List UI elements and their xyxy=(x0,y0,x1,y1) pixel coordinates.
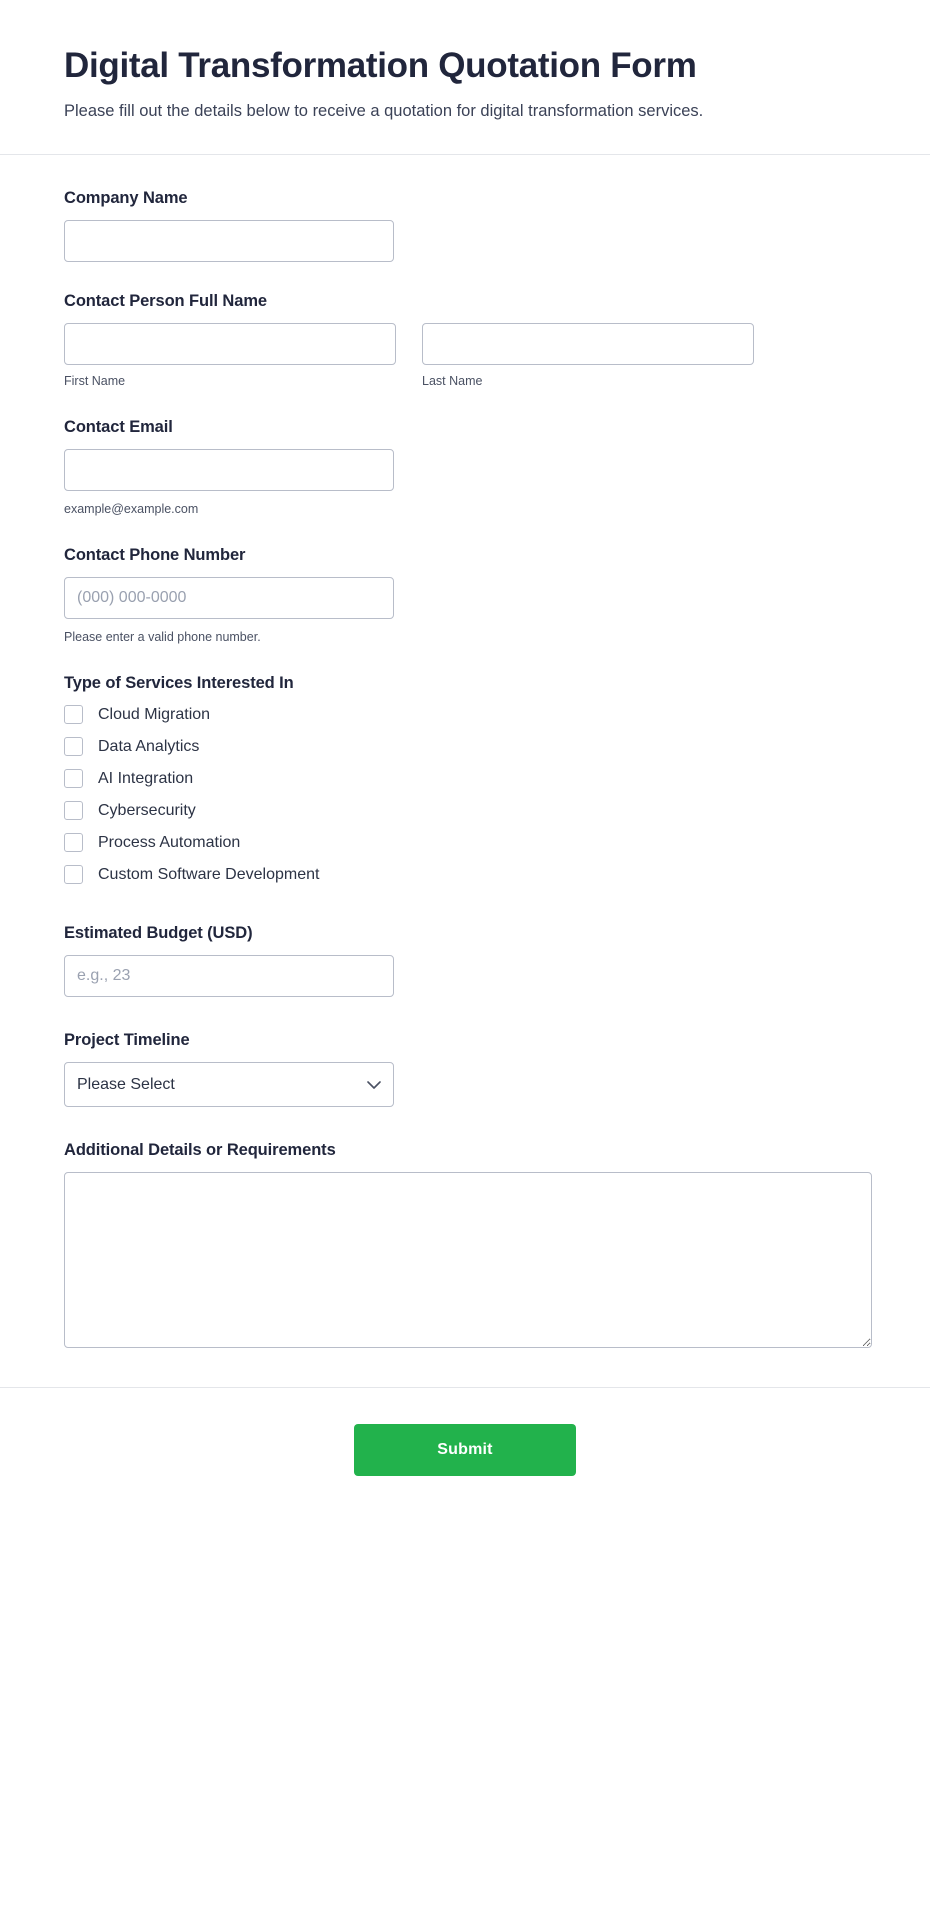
last-name-group xyxy=(422,323,754,388)
company-name-input[interactable] xyxy=(64,220,394,262)
checkbox-label: Cloud Migration xyxy=(98,705,211,723)
field-contact-email xyxy=(64,418,866,516)
checkbox-label: Custom Software Development xyxy=(98,865,320,883)
checkbox-label: Cybersecurity xyxy=(98,801,196,819)
form-footer xyxy=(0,1387,930,1528)
contact-email-label: Contact Email xyxy=(64,418,173,437)
first-name-input[interactable] xyxy=(64,323,396,365)
last-name-input[interactable] xyxy=(422,323,754,365)
page-title: Digital Transformation Quotation Form xyxy=(64,46,697,85)
checkbox-row-ai-integration[interactable] xyxy=(64,769,866,788)
name-row xyxy=(64,323,866,388)
field-contact-person xyxy=(64,292,866,388)
timeline-select-wrap xyxy=(64,1062,394,1107)
contact-phone-label: Contact Phone Number xyxy=(64,546,246,565)
checkbox-row-cloud-migration[interactable] xyxy=(64,705,866,724)
last-name-sublabel: Last Name xyxy=(422,374,483,389)
checkbox-icon[interactable] xyxy=(64,801,83,820)
form-body xyxy=(0,155,930,1387)
checkbox-icon[interactable] xyxy=(64,705,83,724)
contact-phone-input[interactable] xyxy=(64,577,394,619)
timeline-label: Project Timeline xyxy=(64,1031,190,1050)
page-subtitle: Please fill out the details below to receive a quotation for digital transformation services. xyxy=(64,101,704,120)
contact-email-hint: example@example.com xyxy=(64,502,199,517)
checkbox-label: Data Analytics xyxy=(98,737,200,755)
field-timeline xyxy=(64,1031,866,1107)
field-additional-details xyxy=(64,1141,866,1353)
additional-details-label: Additional Details or Requirements xyxy=(64,1141,336,1160)
field-company-name xyxy=(64,189,866,262)
contact-phone-hint: Please enter a valid phone number. xyxy=(64,630,261,645)
form-header xyxy=(0,0,930,155)
contact-email-input[interactable] xyxy=(64,449,394,491)
services-checkbox-list xyxy=(64,705,866,884)
budget-label: Estimated Budget (USD) xyxy=(64,924,253,943)
checkbox-icon[interactable] xyxy=(64,865,83,884)
checkbox-row-process-automation[interactable] xyxy=(64,833,866,852)
additional-details-textarea[interactable] xyxy=(64,1172,872,1348)
field-budget xyxy=(64,924,866,997)
checkbox-row-custom-software-development[interactable] xyxy=(64,865,866,884)
checkbox-icon[interactable] xyxy=(64,769,83,788)
contact-person-label: Contact Person Full Name xyxy=(64,292,267,311)
field-services xyxy=(64,674,866,884)
checkbox-label: AI Integration xyxy=(98,769,194,787)
timeline-select[interactable] xyxy=(64,1062,394,1107)
field-contact-phone xyxy=(64,546,866,644)
budget-input[interactable] xyxy=(64,955,394,997)
first-name-group xyxy=(64,323,396,388)
first-name-sublabel: First Name xyxy=(64,374,126,389)
checkbox-icon[interactable] xyxy=(64,833,83,852)
company-name-label: Company Name xyxy=(64,189,188,208)
checkbox-label: Process Automation xyxy=(98,833,241,851)
submit-button[interactable]: Submit xyxy=(354,1424,576,1476)
services-label: Type of Services Interested In xyxy=(64,674,294,693)
checkbox-icon[interactable] xyxy=(64,737,83,756)
checkbox-row-data-analytics[interactable] xyxy=(64,737,866,756)
checkbox-row-cybersecurity[interactable] xyxy=(64,801,866,820)
